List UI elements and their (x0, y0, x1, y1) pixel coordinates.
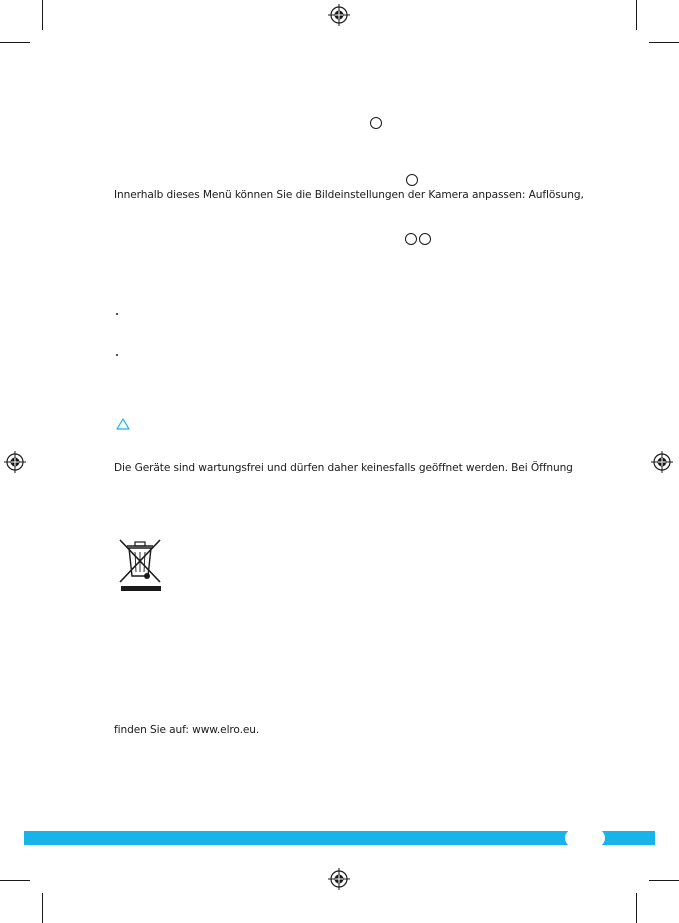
crop-mark (0, 880, 30, 881)
page-number-tab (565, 829, 605, 847)
registration-mark-icon (4, 451, 26, 473)
circle-marker-icon (370, 117, 382, 129)
circle-marker-icon (419, 233, 431, 245)
website-text: finden Sie auf: www.elro.eu. (114, 724, 260, 736)
registration-mark-icon (651, 451, 673, 473)
bullet-dot (116, 354, 118, 356)
crop-mark (42, 893, 43, 923)
crop-mark (649, 42, 679, 43)
weee-crossed-bin-icon (116, 538, 164, 592)
registration-mark-icon (328, 4, 350, 26)
bullet-dot (116, 313, 118, 315)
crop-mark (649, 880, 679, 881)
crop-mark (636, 0, 637, 30)
circle-marker-icon (406, 174, 418, 186)
footer-accent-bar (24, 831, 655, 845)
image-settings-text: Innerhalb dieses Menü können Sie die Bildeinstellungen der Kamera anpassen: Auflösung, (114, 189, 584, 201)
crop-mark (0, 42, 30, 43)
circle-marker-icon (405, 233, 417, 245)
maintenance-text: Die Geräte sind wartungsfrei und dürfen daher keinesfalls geöffnet werden. Bei Öffnung (114, 462, 573, 474)
warning-triangle-icon (116, 418, 130, 430)
crop-mark (42, 0, 43, 30)
registration-mark-icon (328, 868, 350, 890)
crop-mark (636, 893, 637, 923)
